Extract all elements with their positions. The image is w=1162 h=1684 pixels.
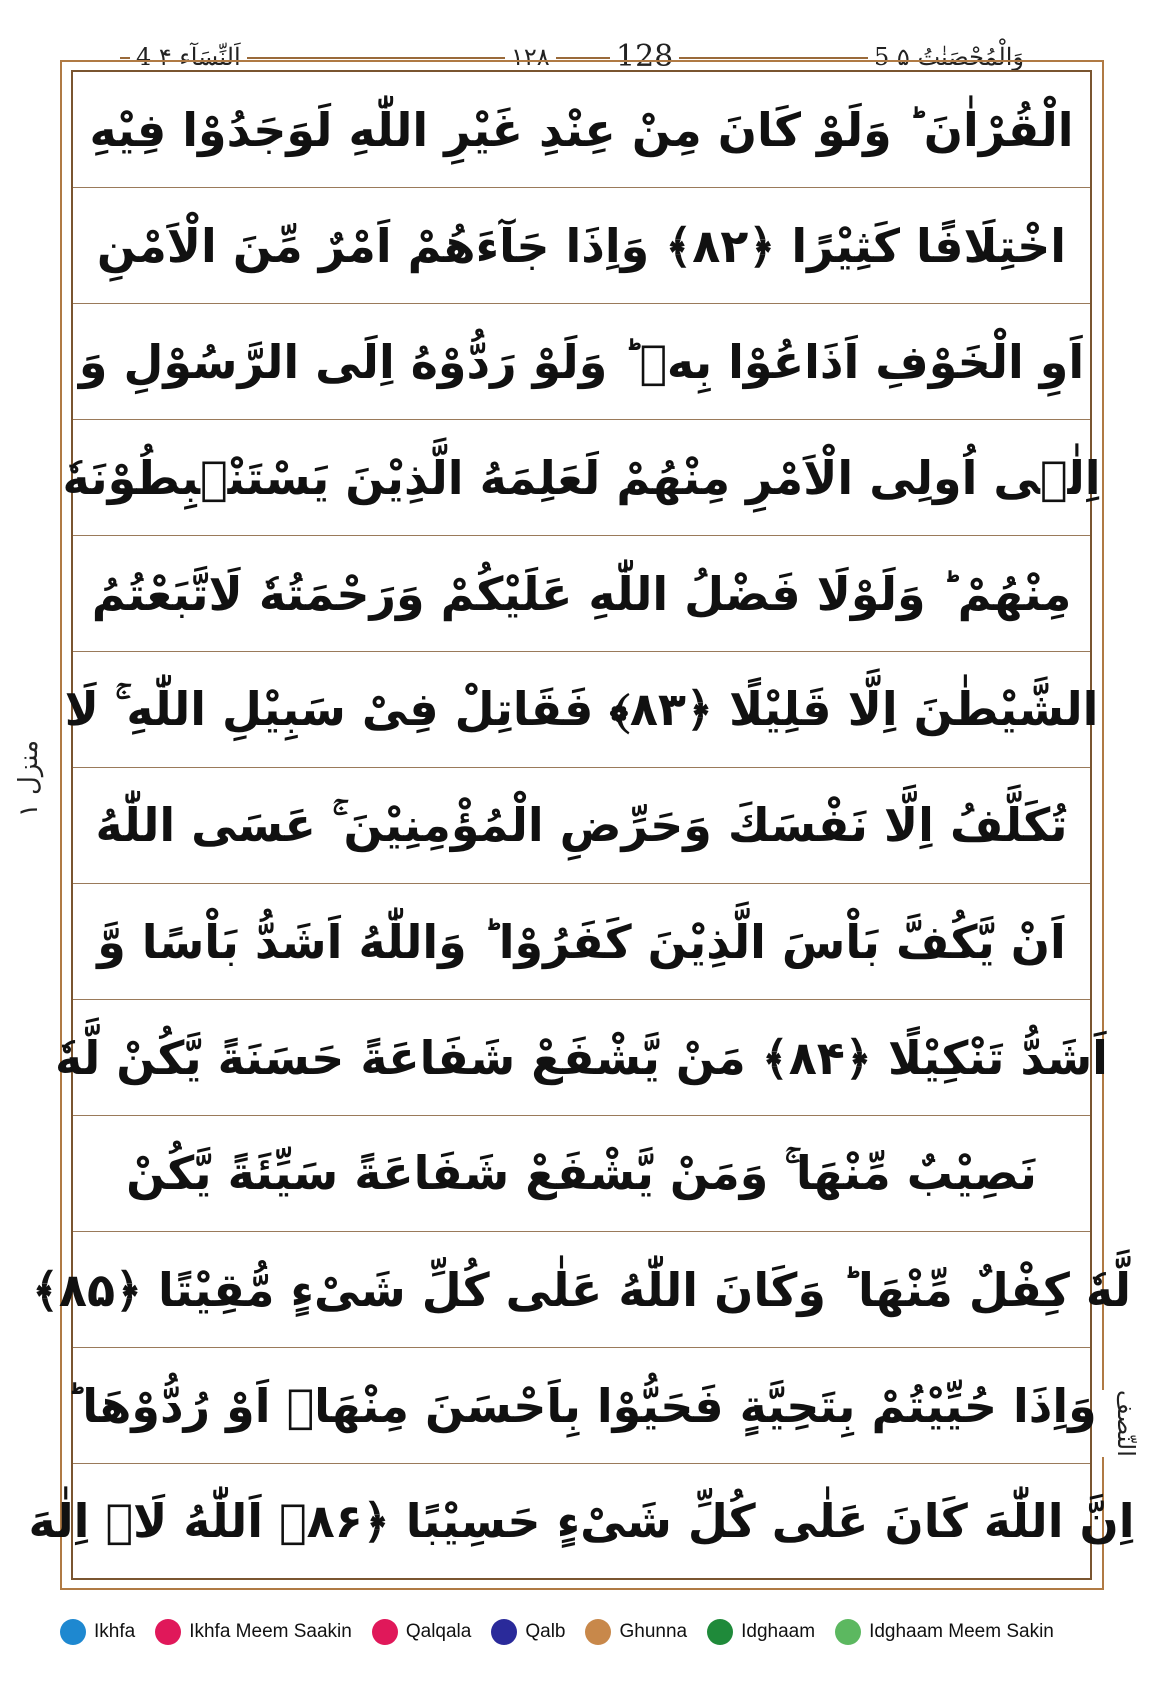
line-text: وَاِذَا حُيِّيْتُمْ بِتَحِيَّةٍ فَحَيُّوْا بِاَحْسَنَ مِنْهَاۤ اَوْ رُدُّوْهَا ؕ (66, 1378, 1097, 1433)
page-number: 128 (610, 40, 679, 74)
verse-line-8 (73, 884, 1090, 1000)
line-text: نَصِيْبٌ مِّنْهَا ۚ وَمَنْ يَّشْفَعْ شَفَاعَةً سَيِّئَةً يَّكُنْ (126, 1145, 1037, 1200)
line-text: اخْتِلَافًا كَثِيْرًا ﴿۸۲﴾ وَاِذَا جَآءَهُمْ اَمْرٌ مِّنَ الْاَمْنِ (96, 218, 1067, 273)
legend-label: Ghunna (619, 1621, 688, 1642)
legend-idghaam-meem-sakin (835, 1619, 1054, 1645)
verse-line-2 (73, 188, 1090, 304)
verse-line-5 (73, 536, 1090, 652)
legend-qalb (491, 1619, 565, 1645)
legend-idghaam (707, 1619, 815, 1645)
legend-label: Idghaam Meem Sakin (869, 1621, 1054, 1642)
line-text: اِلٰۤى اُولِى الْاَمْرِ مِنْهُمْ لَعَلِمَهُ الَّذِيْنَ يَسْتَنْۢبِطُوْنَهٗ (62, 450, 1101, 505)
line-text: لَّهٗ كِفْلٌ مِّنْهَا ؕ وَكَانَ اللّٰهُ عَلٰى كُلِّ شَىْءٍ مُّقِيْتًا ﴿۸۵﴾ (31, 1262, 1132, 1317)
legend-label: Qalb (525, 1621, 566, 1642)
page-number-arabic: ۱۲۸ (505, 40, 556, 74)
verse-line-7 (73, 768, 1090, 884)
verse-line-4 (62, 420, 1101, 536)
line-text: مِنْهُمْ ؕ وَلَوْلَا فَضْلُ اللّٰهِ عَلَيْكُمْ وَرَحْمَتُهٗ لَاتَّبَعْتُمُ (91, 566, 1072, 621)
verse-line-3 (73, 304, 1090, 420)
nisf-marker: النّصف (1100, 1390, 1140, 1457)
line-text: الْقُرْاٰنَ ؕ وَلَوْ كَانَ مِنْ عِنْدِ غَيْرِ اللّٰهِ لَوَجَدُوْا فِيْهِ (89, 102, 1074, 157)
verse-line-11 (31, 1232, 1132, 1348)
line-text: اَنْ يَّكُفَّ بَاْسَ الَّذِيْنَ كَفَرُوْا ؕ وَاللّٰهُ اَشَدُّ بَاْسًا وَّ (97, 914, 1066, 969)
juz-name: 5 وَالْمُحْصَنٰتُ ۵ (868, 40, 1030, 74)
legend-dot (585, 1619, 611, 1645)
legend-ikhfa-meem-saakin (155, 1619, 352, 1645)
line-text: اَشَدُّ تَنْكِيْلًا ﴿۸۴﴾ مَنْ يَّشْفَعْ شَفَاعَةً حَسَنَةً يَّكُنْ لَّهٗ (55, 1030, 1108, 1085)
legend-dot (707, 1619, 733, 1645)
line-text: تُكَلَّفُ اِلَّا نَفْسَكَ وَحَرِّضِ الْمُؤْمِنِيْنَ ۚ عَسَى اللّٰهُ (95, 797, 1068, 852)
verse-line-6 (64, 652, 1099, 768)
legend-dot (155, 1619, 181, 1645)
verse-line-13 (28, 1464, 1135, 1578)
legend-ghunna (585, 1619, 687, 1645)
legend-qalqala (372, 1619, 472, 1645)
legend-label: Qalqala (405, 1621, 472, 1642)
tajweed-legend (60, 1612, 1110, 1652)
legend-dot (491, 1619, 517, 1645)
manzil-marker: منزل ۱ (14, 740, 54, 817)
line-text: اَوِ الْخَوْفِ اَذَاعُوْا بِهٖ ؕ وَلَوْ رَدُّوْهُ اِلَى الرَّسُوْلِ وَ (78, 334, 1085, 389)
legend-label: Ikhfa (94, 1621, 136, 1642)
legend-dot (60, 1619, 86, 1645)
verse-line-9 (55, 1000, 1108, 1116)
line-text: الشَّيْطٰنَ اِلَّا قَلِيْلًا ﴿۸۳﴾ فَقَاتِلْ فِىْ سَبِيْلِ اللّٰهِ ۚ لَا (64, 681, 1099, 736)
legend-label: Ikhfa Meem Saakin (189, 1621, 352, 1642)
legend-dot (835, 1619, 861, 1645)
legend-dot (372, 1619, 398, 1645)
verse-line-12 (66, 1348, 1097, 1464)
verse-line-10 (73, 1116, 1090, 1232)
legend-label: Idghaam (741, 1621, 816, 1642)
legend-ikhfa (60, 1619, 135, 1645)
line-text: اِنَّ اللّٰهَ كَانَ عَلٰى كُلِّ شَىْءٍ حَسِيْبًا ﴿۸۶﴾ اَللّٰهُ لَاۤ اِلٰهَ (28, 1494, 1135, 1548)
surah-name: 4 اَلنِّسَآء ۴ (130, 40, 247, 74)
verse-line-1 (73, 72, 1090, 188)
